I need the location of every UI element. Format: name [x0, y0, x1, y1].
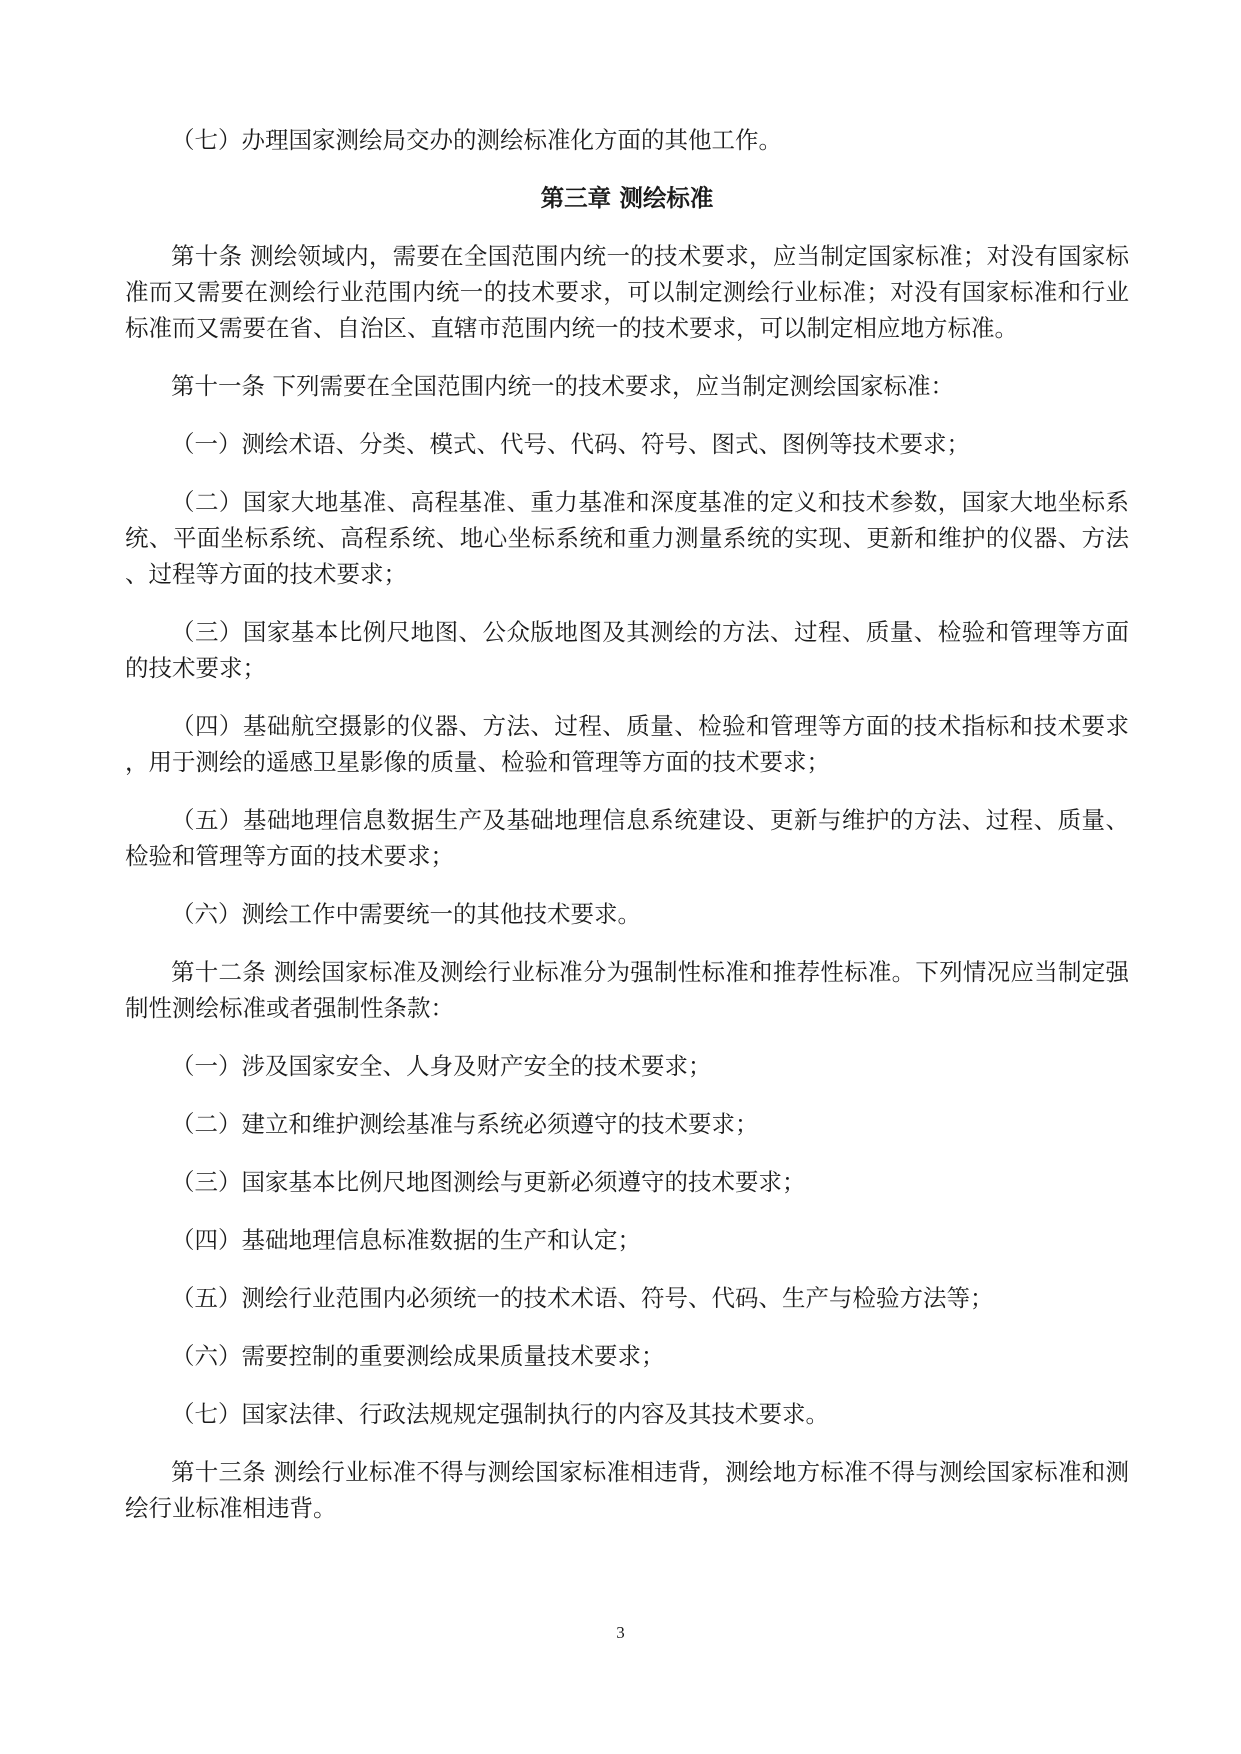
- list-item: （五）基础地理信息数据生产及基础地理信息系统建设、更新与维护的方法、过程、质量、检验和管理等方面的技术要求；: [125, 806, 1129, 870]
- list-item: （一）测绘术语、分类、模式、代号、代码、符号、图式、图例等技术要求；: [171, 430, 970, 458]
- article-13: 第十三条 测绘行业标准不得与测绘国家标准相违背，测绘地方标准不得与测绘国家标准和测绘行业标准相违背。: [125, 1458, 1129, 1522]
- list-item: （七）办理国家测绘局交办的测绘标准化方面的其他工作。: [171, 126, 782, 154]
- list-item: （三）国家基本比例尺地图测绘与更新必须遵守的技术要求；: [171, 1168, 806, 1196]
- article-10: 第十条 测绘领域内，需要在全国范围内统一的技术要求，应当制定国家标准；对没有国家标准而又需要在测绘行业范围内统一的技术要求，可以制定测绘行业标准；对没有国家标准和行业标准而又需要在省、自治区、直辖市范围内统一的技术要求，可以制定相应地方标准。: [125, 242, 1129, 342]
- list-item: （五）测绘行业范围内必须统一的技术术语、符号、代码、生产与检验方法等；: [171, 1284, 994, 1312]
- article-11: 第十一条 下列需要在全国范围内统一的技术要求，应当制定测绘国家标准：: [171, 372, 954, 400]
- list-item: （二）国家大地基准、高程基准、重力基准和深度基准的定义和技术参数，国家大地坐标系统、平面坐标系统、高程系统、地心坐标系统和重力测量系统的实现、更新和维护的仪器、方法、过程等方面的技术要求；: [125, 488, 1129, 588]
- article-12: 第十二条 测绘国家标准及测绘行业标准分为强制性标准和推荐性标准。下列情况应当制定强制性测绘标准或者强制性条款：: [125, 958, 1129, 1022]
- list-item: （六）测绘工作中需要统一的其他技术要求。: [171, 900, 641, 928]
- list-item: （二）建立和维护测绘基准与系统必须遵守的技术要求；: [171, 1110, 759, 1138]
- list-item: （六）需要控制的重要测绘成果质量技术要求；: [171, 1342, 665, 1370]
- list-item: （三）国家基本比例尺地图、公众版地图及其测绘的方法、过程、质量、检验和管理等方面的技术要求；: [125, 618, 1129, 682]
- chapter-title: 第三章 测绘标准: [540, 184, 714, 212]
- list-item: （四）基础地理信息标准数据的生产和认定；: [171, 1226, 641, 1254]
- page-number: 3: [616, 1623, 625, 1642]
- list-item: （四）基础航空摄影的仪器、方法、过程、质量、检验和管理等方面的技术指标和技术要求，用于测绘的遥感卫星影像的质量、检验和管理等方面的技术要求；: [125, 712, 1129, 776]
- list-item: （七）国家法律、行政法规规定强制执行的内容及其技术要求。: [171, 1400, 829, 1428]
- list-item: （一）涉及国家安全、人身及财产安全的技术要求；: [171, 1052, 712, 1080]
